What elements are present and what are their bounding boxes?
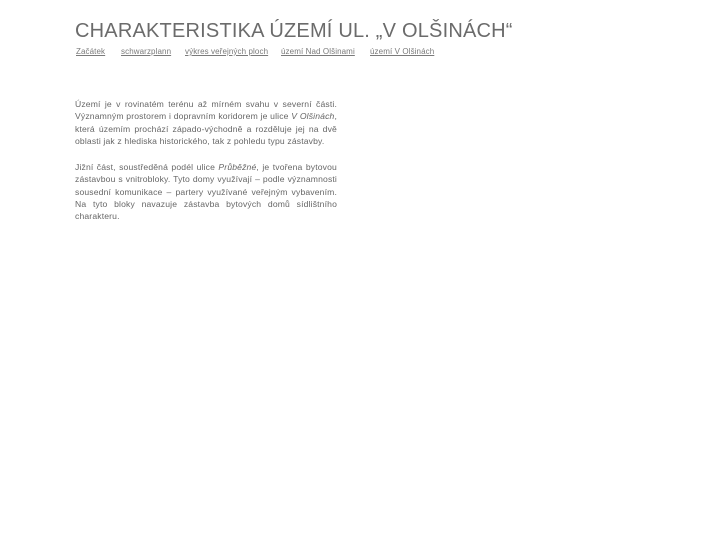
page-title: CHARAKTERISTIKA ÚZEMÍ UL. „V OLŠINÁCH“	[75, 20, 513, 42]
description-paragraph-2	[75, 161, 337, 222]
paragraph-1-text-start: Území je v rovinatém terénu až mírném svahu v severní části. Významným prostorem i dopravním koridorem je ulice	[75, 99, 337, 122]
paragraph-2-text-start: Jižní část, soustředěná podél ulice	[75, 162, 219, 173]
description-paragraph-1	[75, 98, 337, 147]
nav-link-public-spaces-drawing[interactable]: výkres veřejných ploch	[185, 47, 269, 56]
nav-link-v-olsinach[interactable]: území V Olšinách	[370, 47, 435, 56]
nav-links	[76, 47, 716, 59]
paragraph-2-text-end: , je tvořena bytovou zástavbou s vnitrobloky. Tyto domy využívají – podle významnosti sousední komunikace – partery využívané veřejným vybavením. Na tyto bloky navazuje zástavba bytových domů sídlištního charakteru.	[75, 162, 337, 222]
nav-link-start[interactable]: Začátek	[76, 47, 106, 56]
paragraph-1-text-end: , která územím prochází západo-východně a rozděluje jej na dvě oblasti jak z hlediska historického, tak z pohledu typu zástavby.	[75, 111, 338, 146]
main-content	[75, 98, 337, 237]
street-name-v-olsinach: V Olšinách	[291, 111, 335, 122]
nav-link-schwarzplan[interactable]: schwarzplann	[121, 47, 172, 56]
street-name-prubezna: Průběžné	[218, 162, 257, 173]
nav-link-nad-olsinami[interactable]: území Nad Olšinami	[281, 47, 355, 56]
